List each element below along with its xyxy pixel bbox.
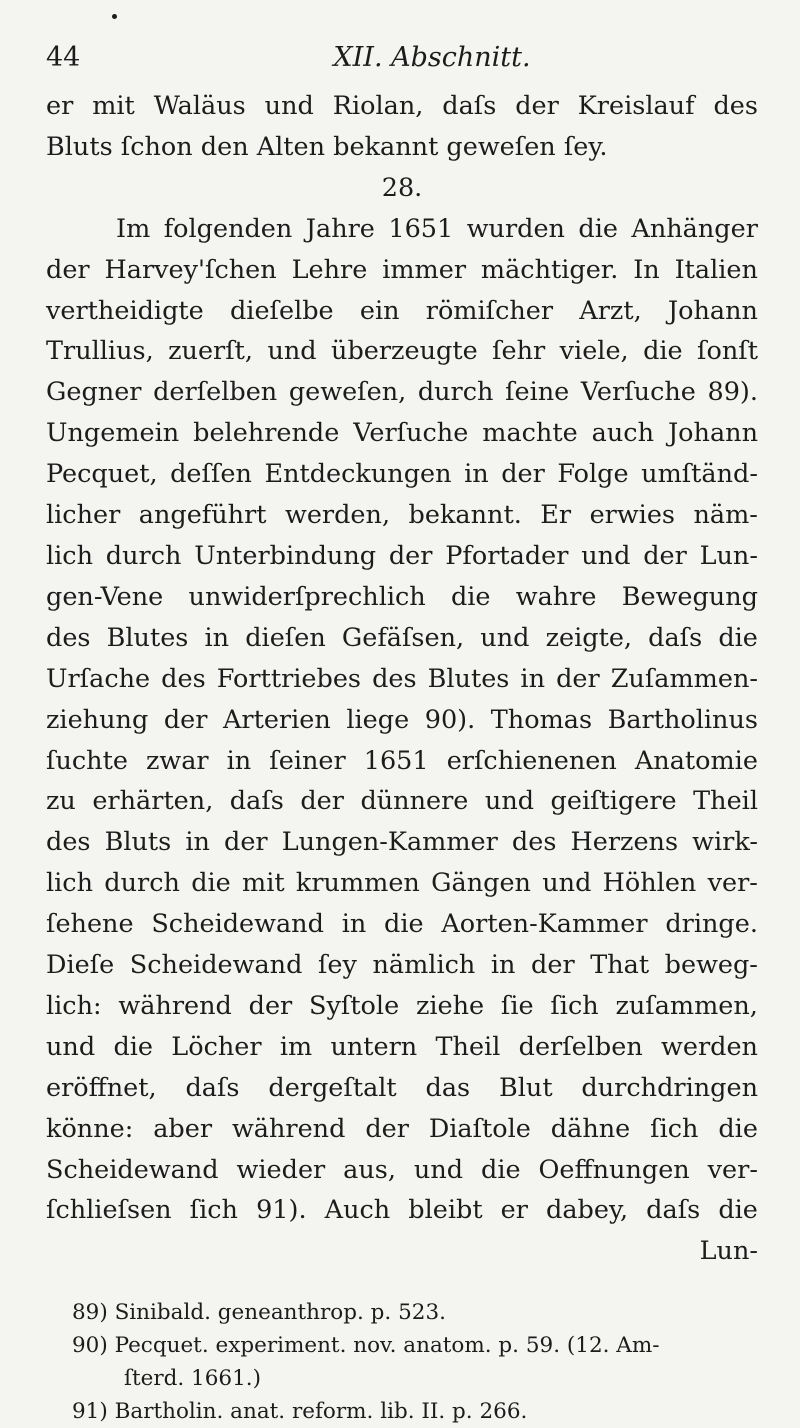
text-line: könne: aber während der Diaſtole dähne ſich die xyxy=(46,1113,758,1144)
text-line: eröffnet, daſs dergeſtalt das Blut durchdringen xyxy=(46,1072,758,1103)
page-header xyxy=(46,38,758,78)
text-line: Dieſe Scheidewand ſey nämlich in der That beweg- xyxy=(46,950,758,981)
text-line: 28. xyxy=(381,172,423,203)
text-line: Scheidewand wieder aus, und die Oeffnungen ver- xyxy=(46,1154,758,1185)
footnote-line: 89) Sinibald. geneanthrop. p. 523. xyxy=(72,1300,446,1326)
text-line: Ungemein belehrende Verſuche machte auch Johann xyxy=(46,418,758,449)
text-line: Pecquet, deſſen Entdeckungen in der Folge umſtänd- xyxy=(46,459,758,490)
text-line: Lun- xyxy=(699,1236,758,1267)
text-line: vertheidigte dieſelbe ein römiſcher Arzt, Johann xyxy=(46,295,758,326)
text-line: lich durch die mit krummen Gängen und Höhlen ver- xyxy=(46,868,758,899)
text-line: und die Löcher im untern Theil derſelben werden xyxy=(46,1031,758,1062)
text-line: ſchlieſsen ſich 91). Auch bleibt er dabey, daſs die xyxy=(46,1195,758,1226)
text-line: Im folgenden Jahre 1651 wurden die Anhänger xyxy=(116,213,758,244)
text-line: Bluts ſchon den Alten bekannt geweſen ſey. xyxy=(46,131,608,162)
text-line: zu erhärten, daſs der dünnere und geiſtigere Theil xyxy=(46,786,758,817)
ink-blot xyxy=(112,14,117,19)
text-line: er mit Waläus und Riolan, daſs der Kreislauf des xyxy=(46,91,758,121)
running-head: XII. Abschnitt. xyxy=(333,42,531,73)
text-line: der Harvey'ſchen Lehre immer mächtiger. In Italien xyxy=(46,254,758,285)
text-line: gen-Vene unwiderſprechlich die wahre Bewegung xyxy=(46,581,758,612)
text-line: des Blutes in dieſen Gefäſsen, und zeigte, daſs die xyxy=(46,622,758,653)
body-text xyxy=(46,86,758,1272)
footnote-line: 90) Pecquet. experiment. nov. anatom. p. 59. (12. Am- xyxy=(72,1333,660,1359)
text-line: licher angeführt werden, bekannt. Er erwies näm- xyxy=(46,500,758,531)
text-line: ziehung der Arterien liege 90). Thomas Bartholinus xyxy=(46,704,758,735)
text-line: Trullius, zuerſt, und überzeugte ſehr viele, die ſonſt xyxy=(46,336,758,367)
text-line: lich: während der Syſtole ziehe ſie ſich zuſammen, xyxy=(46,990,758,1021)
page-number: 44 xyxy=(46,42,81,73)
text-line: ſuchte zwar in ſeiner 1651 erſchienenen Anatomie xyxy=(46,745,758,776)
text-line: Urſache des Forttriebes des Blutes in der Zuſammen- xyxy=(46,663,758,694)
text-line: ſehene Scheidewand in die Aorten-Kammer dringe. xyxy=(46,909,758,940)
text-line: Gegner derſelben geweſen, durch ſeine Verſuche 89). xyxy=(46,377,758,408)
text-line: des Bluts in der Lungen-Kammer des Herzens wirk- xyxy=(46,827,758,858)
footnotes xyxy=(46,1296,758,1428)
text-line: lich durch Unterbindung der Pfortader und der Lun- xyxy=(46,540,758,571)
footnote-line: ſterd. 1661.) xyxy=(124,1366,261,1392)
footnote-line: 91) Bartholin. anat. reform. lib. II. p. 266. xyxy=(72,1399,528,1425)
